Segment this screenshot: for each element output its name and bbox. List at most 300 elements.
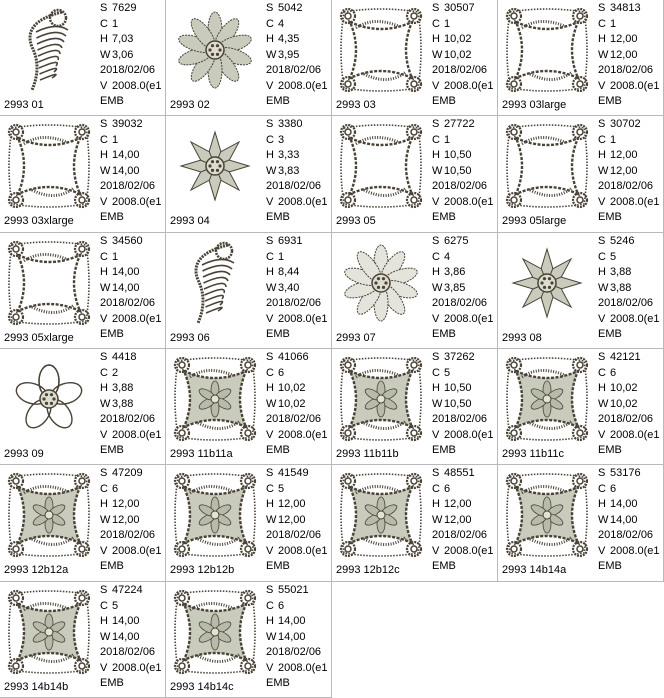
design-cell[interactable] [498,233,664,349]
design-format [266,443,332,459]
field-label-v: V [100,195,108,208]
field-label-h: H [100,149,108,161]
design-s-row [598,1,664,17]
field-label-s: S [432,118,440,130]
field-value-w: 3,40 [278,281,300,294]
field-label-h: H [100,382,108,394]
design-date [432,63,498,79]
design-info [266,583,332,692]
design-c-row [432,366,498,382]
design-date [100,412,166,428]
design-h-row [100,32,166,48]
date-value: 2018/02/06 [432,413,488,425]
design-date [598,63,664,79]
design-v-row [432,428,498,444]
date-value: 2018/02/06 [266,413,322,425]
format-value: EMB [598,211,622,223]
date-value: 2018/02/06 [598,413,654,425]
design-format [100,327,166,343]
field-value-s: 30507 [444,2,475,14]
field-value-v: 2008.0(e1 [278,544,328,557]
design-c-row [598,250,664,266]
field-value-v: 2008.0(e1 [112,79,162,92]
design-cell[interactable] [0,233,166,349]
design-c-row [100,250,166,266]
design-v-row [598,544,664,560]
field-value-h: 8,44 [278,266,300,278]
design-format [432,210,498,226]
date-value: 2018/02/06 [432,180,488,192]
design-cell[interactable] [166,582,332,698]
design-filename: 2993 12b12c [336,564,400,576]
design-date [266,63,332,79]
design-cell[interactable] [0,116,166,233]
field-value-s: 34813 [610,2,641,14]
field-label-s: S [100,235,108,247]
field-value-w: 3,85 [444,281,466,294]
design-s-row [598,234,664,250]
field-label-h: H [266,498,274,510]
design-filename: 2993 09 [4,448,44,460]
field-label-h: H [100,615,108,627]
field-label-h: H [432,33,440,45]
field-label-c: C [266,133,274,146]
design-format [266,676,332,692]
field-label-w: W [100,164,111,177]
design-h-row [100,148,166,164]
design-date [100,528,166,544]
frame-icon [500,118,594,214]
field-value-h: 3,88 [610,266,632,278]
design-h-row [598,381,664,397]
design-format [432,94,498,110]
field-label-w: W [100,48,111,61]
field-value-c: 1 [278,250,285,263]
date-value: 2018/02/06 [266,180,322,192]
design-date [266,296,332,312]
design-v-row [100,428,166,444]
field-label-w: W [266,48,277,61]
design-cell[interactable] [0,465,166,582]
field-label-s: S [432,235,440,247]
design-filename: 2993 05 [336,215,376,227]
design-cell[interactable] [498,0,664,116]
design-s-row [432,350,498,366]
design-w-row [266,513,332,529]
field-value-c: 5 [112,599,119,612]
field-value-s: 5246 [610,235,635,247]
design-filename: 2993 02 [170,99,210,111]
field-value-c: 6 [444,482,451,495]
field-value-w: 3,95 [278,48,300,61]
design-filename: 2993 08 [502,332,542,344]
field-value-c: 5 [444,366,451,379]
frame-filled-icon [500,467,594,563]
field-value-w: 12,00 [112,513,140,526]
design-v-row [266,79,332,95]
field-label-w: W [266,397,277,410]
design-c-row [266,250,332,266]
design-info [598,234,664,343]
field-value-h: 14,00 [112,615,140,627]
design-cell[interactable] [166,233,332,349]
field-value-c: 1 [112,250,119,263]
design-format [432,327,498,343]
format-value: EMB [266,444,290,456]
design-w-row [598,48,664,64]
field-value-w: 14,00 [610,513,638,526]
design-filename: 2993 03large [502,99,567,111]
field-value-w: 3,88 [112,397,134,410]
field-value-v: 2008.0(e1 [444,79,494,92]
design-s-row [100,234,166,250]
field-label-s: S [100,2,108,14]
field-value-c: 6 [112,482,119,495]
field-label-v: V [266,661,274,674]
design-h-row [266,148,332,164]
field-label-s: S [266,2,274,14]
date-value: 2018/02/06 [598,529,654,541]
field-value-s: 5042 [278,2,303,14]
field-value-h: 12,00 [610,149,638,161]
design-cell[interactable] [332,0,498,116]
date-value: 2018/02/06 [266,529,322,541]
flower-round-icon [334,235,428,331]
field-label-h: H [266,382,274,394]
star-flower-icon [500,235,594,331]
field-label-c: C [266,482,274,495]
field-value-w: 10,02 [610,397,638,410]
design-filename: 2993 11b11c [502,448,564,460]
field-value-s: 47209 [112,467,143,479]
feather-icon [2,2,96,98]
format-value: EMB [266,677,290,689]
design-cell[interactable] [0,582,166,698]
format-value: EMB [432,328,456,340]
design-h-row [432,497,498,513]
field-label-w: W [432,281,443,294]
design-info [266,1,332,110]
field-value-w: 12,00 [444,513,472,526]
design-filename: 2993 14b14c [170,681,234,693]
field-value-c: 5 [278,482,285,495]
field-value-w: 10,02 [278,397,306,410]
field-value-s: 41066 [278,351,309,363]
design-s-row [598,117,664,133]
field-label-h: H [266,33,274,45]
field-label-w: W [432,397,443,410]
field-value-s: 47224 [112,584,143,596]
field-label-c: C [266,366,274,379]
design-filename: 2993 04 [170,215,210,227]
field-label-v: V [266,195,274,208]
field-value-s: 53176 [610,467,641,479]
field-label-s: S [266,467,274,479]
design-c-row [100,366,166,382]
field-label-w: W [598,48,609,61]
field-value-c: 1 [112,133,119,146]
field-label-w: W [598,397,609,410]
design-cell[interactable] [166,116,332,233]
design-format [598,210,664,226]
date-value: 2018/02/06 [432,529,488,541]
format-value: EMB [266,211,290,223]
design-format [100,443,166,459]
design-cell[interactable] [332,116,498,233]
field-value-h: 4,35 [278,33,300,45]
design-date [266,179,332,195]
field-value-w: 12,00 [610,48,638,61]
field-value-h: 10,02 [278,382,306,394]
design-c-row [266,482,332,498]
design-w-row [266,48,332,64]
design-s-row [266,117,332,133]
design-h-row [432,148,498,164]
design-h-row [598,32,664,48]
field-value-v: 2008.0(e1 [278,428,328,441]
design-w-row [100,630,166,646]
design-v-row [598,428,664,444]
field-label-h: H [266,615,274,627]
field-value-w: 14,00 [112,281,140,294]
design-filename: 2993 01 [4,99,44,111]
design-w-row [432,513,498,529]
design-h-row [432,265,498,281]
field-label-h: H [598,33,606,45]
design-date [598,296,664,312]
design-filename: 2993 12b12a [4,564,69,576]
field-label-c: C [598,133,606,146]
design-date [598,528,664,544]
field-value-h: 14,00 [610,498,638,510]
design-format [266,94,332,110]
design-h-row [598,497,664,513]
field-value-c: 3 [278,133,285,146]
design-s-row [598,466,664,482]
design-v-row [266,195,332,211]
field-label-v: V [598,195,606,208]
design-s-row [100,117,166,133]
field-label-h: H [598,382,606,394]
field-value-s: 37262 [444,351,475,363]
field-value-h: 14,00 [112,266,140,278]
field-value-s: 4418 [112,351,137,363]
design-info [598,1,664,110]
design-filename: 2993 03 [336,99,376,111]
field-value-v: 2008.0(e1 [610,195,660,208]
date-value: 2018/02/06 [100,180,156,192]
field-value-w: 10,02 [444,48,472,61]
flower-outline-icon [2,351,96,447]
field-label-v: V [598,312,606,325]
design-filename: 2993 14b14b [4,681,69,693]
design-info [100,234,166,343]
field-value-v: 2008.0(e1 [610,312,660,325]
design-v-row [598,79,664,95]
design-w-row [432,48,498,64]
field-value-s: 48551 [444,467,475,479]
design-h-row [100,614,166,630]
design-cell[interactable] [332,233,498,349]
field-label-c: C [100,250,108,263]
design-w-row [598,281,664,297]
design-format [100,559,166,575]
design-cell[interactable] [332,349,498,465]
field-label-v: V [598,428,606,441]
design-v-row [100,195,166,211]
date-value: 2018/02/06 [266,646,322,658]
field-label-w: W [598,164,609,177]
design-s-row [266,583,332,599]
frame-filled-icon [168,467,262,563]
date-value: 2018/02/06 [266,64,322,76]
design-cell[interactable] [498,465,664,582]
design-date [598,412,664,428]
field-value-c: 5 [610,250,617,263]
design-cell[interactable] [498,116,664,233]
design-h-row [432,32,498,48]
design-cell[interactable] [0,349,166,465]
field-value-s: 7629 [112,2,137,14]
design-s-row [100,583,166,599]
format-value: EMB [598,328,622,340]
design-w-row [432,281,498,297]
design-w-row [100,513,166,529]
field-label-w: W [266,164,277,177]
field-label-c: C [266,250,274,263]
field-value-w: 14,00 [278,630,306,643]
design-date [598,179,664,195]
design-cell[interactable] [166,349,332,465]
field-value-c: 1 [444,133,451,146]
frame-filled-icon [2,584,96,680]
field-value-w: 3,83 [278,164,300,177]
design-h-row [266,265,332,281]
design-c-row [100,599,166,615]
field-value-v: 2008.0(e1 [610,544,660,557]
field-value-c: 4 [444,250,451,263]
field-label-v: V [266,428,274,441]
field-value-h: 10,50 [444,149,472,161]
design-cell[interactable] [498,349,664,465]
design-h-row [266,497,332,513]
format-value: EMB [598,444,622,456]
field-label-s: S [266,351,274,363]
format-value: EMB [100,328,124,340]
design-c-row [266,133,332,149]
design-info [432,466,498,575]
field-value-v: 2008.0(e1 [444,544,494,557]
design-s-row [100,350,166,366]
design-info [100,350,166,459]
frame-filled-icon [168,351,262,447]
format-value: EMB [100,211,124,223]
design-v-row [266,544,332,560]
design-info [598,350,664,459]
field-value-h: 12,00 [610,33,638,45]
design-v-row [432,79,498,95]
star-flower-icon [168,118,262,214]
design-w-row [100,397,166,413]
design-format [266,327,332,343]
field-label-s: S [100,118,108,130]
design-cell[interactable] [0,0,166,116]
design-s-row [432,466,498,482]
design-v-row [432,195,498,211]
design-c-row [432,17,498,33]
field-value-c: 1 [112,17,119,30]
field-label-w: W [266,630,277,643]
design-info [266,466,332,575]
field-label-c: C [598,482,606,495]
field-label-s: S [266,584,274,596]
design-date [100,645,166,661]
design-v-row [100,79,166,95]
field-value-s: 41549 [278,467,309,479]
field-value-c: 1 [610,17,617,30]
date-value: 2018/02/06 [266,297,322,309]
frame-filled-icon [334,467,428,563]
design-w-row [100,164,166,180]
design-date [266,645,332,661]
design-v-row [598,195,664,211]
design-c-row [100,482,166,498]
design-s-row [266,1,332,17]
field-value-c: 6 [610,482,617,495]
field-value-c: 1 [444,17,451,30]
field-value-c: 6 [278,599,285,612]
field-value-s: 27722 [444,118,475,130]
field-value-v: 2008.0(e1 [444,195,494,208]
frame-icon [2,235,96,331]
field-label-s: S [100,584,108,596]
field-value-h: 3,86 [444,266,466,278]
frame-icon [500,2,594,98]
design-v-row [266,428,332,444]
design-format [100,210,166,226]
design-format [100,94,166,110]
field-label-c: C [432,250,440,263]
design-info [266,350,332,459]
field-value-v: 2008.0(e1 [112,312,162,325]
design-c-row [598,366,664,382]
field-value-s: 34560 [112,235,143,247]
design-cell[interactable] [166,0,332,116]
field-label-v: V [598,544,606,557]
field-label-c: C [432,17,440,30]
design-cell[interactable] [332,465,498,582]
design-h-row [598,265,664,281]
field-value-w: 12,00 [278,513,306,526]
design-w-row [432,397,498,413]
design-format [432,559,498,575]
design-h-row [100,381,166,397]
date-value: 2018/02/06 [432,64,488,76]
design-w-row [598,513,664,529]
design-filename: 2993 05xlarge [4,332,74,344]
design-info [432,1,498,110]
field-label-h: H [432,149,440,161]
design-info [432,234,498,343]
design-format [266,210,332,226]
date-value: 2018/02/06 [598,64,654,76]
field-label-s: S [598,467,606,479]
format-value: EMB [266,560,290,572]
design-cell[interactable] [166,465,332,582]
date-value: 2018/02/06 [100,64,156,76]
field-label-v: V [432,544,440,557]
design-info [100,466,166,575]
